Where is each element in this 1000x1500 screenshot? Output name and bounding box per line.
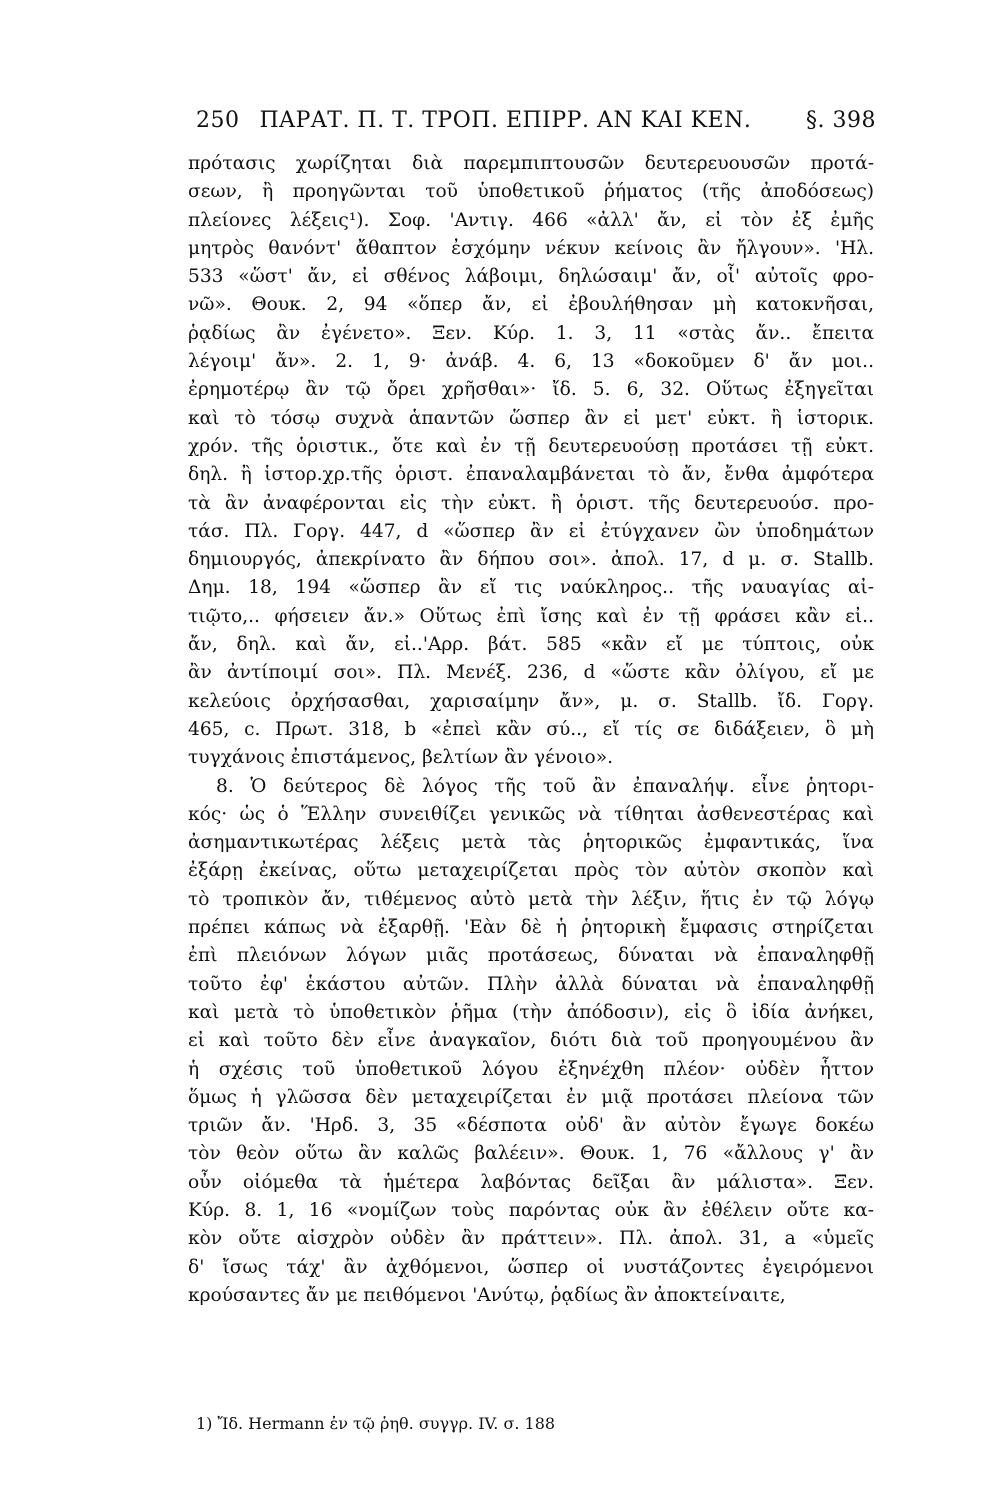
text-line: 8. Ὁ δεύτερος δὲ λόγος τῆς τοῦ ἂν ἐπαναλήψ. εἶνε ῥητορι- xyxy=(216,775,874,797)
text-line: ἡ σχέσις τοῦ ὑποθετικοῦ λόγου ἐξηνέχθη πλέον· οὐδὲν ἧττον xyxy=(188,1058,874,1080)
text-line: τριῶν ἄν. 'Ηρδ. 3, 35 «δέσποτα οὐδ' ἂν αὐτὸν ἔγωγε δοκέω xyxy=(188,1115,874,1137)
footnote: 1) Ἴδ. Hermann ἐν τῷ ῥηθ. συγγρ. IV. σ. 188 xyxy=(196,1414,556,1433)
text-line: ἐπὶ πλειόνων λόγων μιᾶς προτάσεως, δύναται νὰ ἐπαναληφθῇ xyxy=(188,945,874,967)
text-line: σεων, ἢ προηγῶνται τοῦ ὑποθετικοῦ ῥήματος (τῆς ἀποδόσεως) xyxy=(188,181,874,203)
text-line: ἂν ἀντίποιμί σοι». Πλ. Μενέξ. 236, d «ὥστε κἂν ὀλίγου, εἴ με xyxy=(188,662,874,684)
text-line: τυγχάνοις ἐπιστάμενος, βελτίων ἂν γένοιο». xyxy=(188,747,614,769)
text-line: μητρὸς θανόντ' ἄθαπτον ἐσχόμην νέκυν κείνοις ἂν ἤλγουν». 'Ηλ. xyxy=(188,237,874,259)
text-line: ἄν, δηλ. καὶ ἄν, εἰ..'Αρρ. βάτ. 585 «κἂν εἴ με τύπτοις, οὐκ xyxy=(188,634,874,656)
text-line: δηλ. ἢ ἱστορ.χρ.τῆς ὁριστ. ἐπαναλαμβάνεται τὸ ἄν, ἔνθα ἀμφότερα xyxy=(188,464,874,486)
text-line: κελεύοις ὀρχήσασθαι, χαρισαίμην ἄν», μ. σ. Stallb. ἴδ. Γοργ. xyxy=(188,690,874,712)
text-line: οὖν οἰόμεθα τὰ ἡμέτερα λαβόντας δεῖξαι ἂν μάλιστα». Ξεν. xyxy=(188,1171,874,1193)
text-line: κός· ὡς ὁ Ἕλλην συνειθίζει γενικῶς νὰ τίθηται ἀσθενεστέρας καὶ xyxy=(188,803,874,825)
text-line: καὶ τὸ τόσῳ συχνὰ ἁπαντῶν ὥσπερ ἂν εἰ μετ' εὐκτ. ἢ ἱστορικ. xyxy=(188,407,874,429)
text-line: εἰ καὶ τοῦτο δὲν εἶνε ἀναγκαῖον, διότι διὰ τοῦ προηγουμένου ἂν xyxy=(188,1030,874,1052)
text-line: χρόν. τῆς ὁριστικ., ὅτε καὶ ἐν τῇ δευτερευούσῃ προτάσει τῇ εὐκτ. xyxy=(188,435,874,457)
text-line: κρούσαντες ἄν με πειθόμενοι 'Ανύτῳ, ῥᾳδίως ἂν ἀποκτείναιτε, xyxy=(188,1284,786,1306)
text-line: κὸν οὔτε αἰσχρὸν οὐδὲν ἂν πράττειν». Πλ. ἀπολ. 31, a «ὑμεῖς xyxy=(188,1228,874,1250)
text-line: ῥᾳδίως ἂν ἐγένετο». Ξεν. Κύρ. 1. 3, 11 «στὰς ἄν.. ἔπειτα xyxy=(188,322,874,344)
text-line: δ' ἴσως τάχ' ἂν ἀχθόμενοι, ὥσπερ οἱ νυστάζοντες ἐγειρόμενοι xyxy=(188,1256,874,1278)
text-line: τιῷτο,.. φήσειεν ἄν.» Οὕτως ἐπὶ ἴσης καὶ ἐν τῇ φράσει κἂν εἰ.. xyxy=(188,605,874,627)
text-line: τὸν θεὸν οὕτω ἂν καλῶς βαλέειν». Θουκ. 1, 76 «ἄλλους γ' ἂν xyxy=(188,1143,874,1165)
text-line: πρέπει κάπως νὰ ἐξαρθῇ. 'Εὰν δὲ ἡ ῥητορικὴ ἔμφασις στηρίζεται xyxy=(188,917,874,939)
running-title: ΠΑΡΑΤ. Π. Τ. ΤΡΟΠ. ΕΠΙΡΡ. ΑΝ ΚΑΙ ΚΕΝ. xyxy=(259,108,752,133)
text-line: καὶ μετὰ τὸ ὑποθετικὸν ῥῆμα (τὴν ἀπόδοσιν), εἰς ὃ ἰδία ἀνήκει, xyxy=(188,1001,874,1023)
text-line: δημιουργός, ἀπεκρίνατο ἂν δήπου σοι». ἀπολ. 17, d μ. σ. Stallb. xyxy=(188,549,874,571)
text-line: ἐξάρῃ ἐκείνας, οὕτω μεταχειρίζεται πρὸς τὸν αὐτὸν σκοπὸν καὶ xyxy=(188,860,874,882)
page-number: 250 xyxy=(196,108,240,133)
text-line: 533 «ὥστ' ἄν, εἰ σθένος λάβοιμι, δηλώσαιμ' ἄν, οἷ' αὐτοῖς φρο- xyxy=(188,266,874,288)
text-line: τοῦτο ἐφ' ἑκάστου αὐτῶν. Πλὴν ἀλλὰ δύναται νὰ ἐπαναληφθῇ xyxy=(188,973,874,995)
text-line: πρότασις χωρίζηται διὰ παρεμπιπτουσῶν δευτερευουσῶν προτά- xyxy=(188,153,874,174)
text-line: 465, c. Πρωτ. 318, b «ἐπεὶ κἂν σύ.., εἴ τίς σε διδάξειεν, ὃ μὴ xyxy=(188,718,874,740)
text-line: πλείονες λέξεις¹). Σοφ. 'Αντιγ. 466 «ἀλλ' ἄν, εἰ τὸν ἐξ ἐμῆς xyxy=(188,209,874,231)
text-line: ἐρημοτέρῳ ἂν τῷ ὄρει χρῆσθαι»· ἴδ. 5. 6, 32. Οὕτως ἐξηγεῖται xyxy=(188,379,874,401)
text-line: ἀσημαντικωτέρας λέξεις μετὰ τὰς ῥητορικῶς ἐμφαντικάς, ἵνα xyxy=(188,832,874,854)
text-line: Δημ. 18, 194 «ὥσπερ ἂν εἴ τις ναύκληρος.. τῆς ναυαγίας αἰ- xyxy=(188,577,874,599)
text-line: νῶ». Θουκ. 2, 94 «ὅπερ ἄν, εἰ ἐβουλήθησαν μὴ κατοκνῆσαι, xyxy=(188,294,874,316)
text-line: τὸ τροπικὸν ἄν, τιθέμενος αὐτὸ μετὰ τὴν λέξιν, ἥτις ἐν τῷ λόγῳ xyxy=(188,888,874,910)
text-line: τάσ. Πλ. Γοργ. 447, d «ὥσπερ ἂν εἰ ἐτύγχανεν ὢν ὑποδημάτων xyxy=(188,520,874,542)
body-text xyxy=(188,150,874,1310)
running-head xyxy=(196,108,876,133)
text-line: ὅμως ἡ γλῶσσα δὲν μεταχειρίζεται ἐν μιᾷ προτάσει πλείονα τῶν xyxy=(188,1086,874,1108)
text-line: Κύρ. 8. 1, 16 «νομίζων τοὺς παρόντας οὐκ ἂν ἐθέλειν οὔτε κα- xyxy=(188,1199,874,1221)
text-line: λέγοιμ' ἄν». 2. 1, 9· ἀνάβ. 4. 6, 13 «δοκοῦμεν δ' ἄν μοι.. xyxy=(188,351,874,373)
section-number: §. 398 xyxy=(806,108,876,133)
text-line: τὰ ἂν ἀναφέρονται εἰς τὴν εὐκτ. ἢ ὁριστ. τῆς δευτερευούσ. προ- xyxy=(188,492,874,514)
